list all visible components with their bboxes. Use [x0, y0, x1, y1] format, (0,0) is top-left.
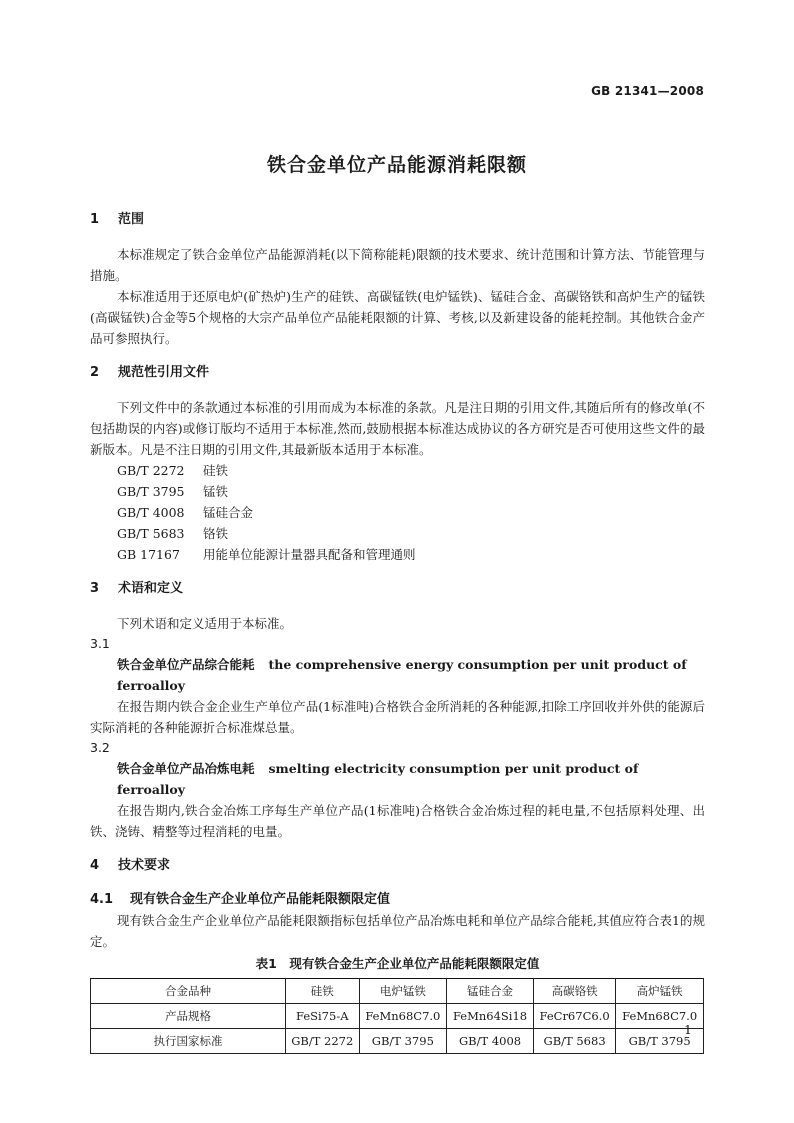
subsection-title: 现有铁合金生产企业单位产品能耗限额限定值: [130, 892, 391, 907]
page-number: 1: [684, 1022, 692, 1037]
table-cell: 电炉锰铁: [359, 979, 447, 1004]
subsection-number: 4.1: [90, 892, 114, 907]
reference-name: 硅铁: [203, 463, 229, 478]
section-heading: [90, 579, 705, 599]
term-definition: 在报告期内铁合金企业生产单位产品(1标准吨)合格铁合金所消耗的各种能源,扣除工序回收并外供的能源后实际消耗的各种能源折合标准煤总量。: [90, 699, 705, 735]
reference-name: 锰硅合金: [203, 505, 254, 520]
table-cell: 合金品种: [91, 979, 286, 1004]
table-cell: 产品规格: [91, 1004, 286, 1029]
term-definition: 在报告期内,铁合金冶炼工序每生产单位产品(1标准吨)合格铁合金冶炼过程的耗电量,不包括原料处理、出铁、浇铸、精整等过程消耗的电量。: [90, 803, 705, 839]
section-title: 技术要求: [118, 858, 171, 873]
section-heading: [90, 210, 705, 230]
reference-code: GB/T 4008: [117, 505, 185, 520]
table-cell: 高炉锰铁: [616, 979, 704, 1004]
limits-table: [90, 978, 704, 1054]
table-cell: FeMn68C7.0: [359, 1004, 447, 1029]
reference-name: 铬铁: [203, 526, 229, 541]
reference-item: [90, 481, 705, 502]
table-cell: 锰硅合金: [447, 979, 534, 1004]
table-cell: GB/T 3795: [359, 1029, 447, 1054]
table-cell: GB/T 2272: [286, 1029, 360, 1054]
subsection-heading: [90, 890, 705, 910]
reference-code: GB/T 2272: [117, 463, 185, 478]
term-number: 3.2: [90, 740, 110, 755]
section-number: 2: [90, 365, 100, 380]
reference-item: [90, 460, 705, 481]
paragraph: 本标准规定了铁合金单位产品能源消耗(以下简称能耗)限额的技术要求、统计范围和计算方法、节能管理与措施。: [90, 247, 705, 283]
table-cell: GB/T 5683: [533, 1029, 615, 1054]
section-heading: [90, 856, 705, 876]
reference-item: [90, 544, 705, 565]
table-cell: FeMn68C7.0: [616, 1004, 704, 1029]
document-body: [90, 210, 705, 1054]
standard-code: GB 21341—2008: [591, 84, 704, 98]
paragraph: 下列文件中的条款通过本标准的引用而成为本标准的条款。凡是注日期的引用文件,其随后所有的修改单(不包括勘误的内容)或修订版均不适用于本标准,然而,鼓励根据本标准达成协议的各方研究是否可使用这些文件的最新版本。凡是不注日期的引用文件,其最新版本适用于本标准。: [90, 400, 705, 457]
section-heading: [90, 363, 705, 383]
paragraph: 现有铁合金生产企业单位产品能耗限额指标包括单位产品冶炼电耗和单位产品综合能耗,其值应符合表1的规定。: [90, 913, 705, 949]
paragraph: 本标准适用于还原电炉(矿热炉)生产的硅铁、高碳锰铁(电炉锰铁)、锰硅合金、高碳铬铁和高炉生产的锰铁(高碳锰铁)合金等5个规格的大宗产品单位产品能耗限额的计算、考核,以及新建设备的能耗控制。其他铁合金产品可参照执行。: [90, 289, 705, 346]
table-row: [91, 1004, 704, 1029]
term-entry: [90, 654, 705, 696]
section-title: 规范性引用文件: [118, 365, 210, 380]
document-title: 铁合金单位产品能源消耗限额: [266, 154, 527, 176]
section-number: 3: [90, 581, 100, 596]
section-number: 4: [90, 858, 100, 873]
table-cell: 硅铁: [286, 979, 360, 1004]
reference-name: 锰铁: [203, 484, 229, 499]
table-cell: 高碳铬铁: [533, 979, 615, 1004]
term-entry: [90, 758, 705, 800]
table-cell: GB/T 4008: [447, 1029, 534, 1054]
reference-name: 用能单位能源计量器具配备和管理通则: [203, 547, 416, 562]
term-en: smelting electricity consumption per unit product of ferroalloy: [117, 761, 639, 797]
table-row: [91, 979, 704, 1004]
reference-code: GB/T 5683: [117, 526, 185, 541]
reference-code: GB 17167: [117, 547, 180, 562]
term-zh: 铁合金单位产品综合能耗: [117, 657, 255, 672]
term-zh: 铁合金单位产品冶炼电耗: [117, 761, 255, 776]
table-cell: GB/T 3795: [616, 1029, 704, 1054]
table-row: [91, 1029, 704, 1054]
table-cell: 执行国家标准: [91, 1029, 286, 1054]
table-cell: FeMn64Si18: [447, 1004, 534, 1029]
paragraph: 下列术语和定义适用于本标准。: [117, 616, 293, 631]
section-title: 术语和定义: [118, 581, 184, 596]
reference-item: [90, 502, 705, 523]
table-caption: 表1 现有铁合金生产企业单位产品能耗限额限定值: [255, 956, 540, 971]
reference-code: GB/T 3795: [117, 484, 185, 499]
reference-item: [90, 523, 705, 544]
section-number: 1: [90, 212, 100, 227]
term-number: 3.1: [90, 636, 110, 651]
table-cell: FeCr67C6.0: [533, 1004, 615, 1029]
section-title: 范围: [118, 212, 145, 227]
term-en: the comprehensive energy consumption per unit product of ferroalloy: [117, 657, 687, 693]
table-cell: FeSi75-A: [286, 1004, 360, 1029]
